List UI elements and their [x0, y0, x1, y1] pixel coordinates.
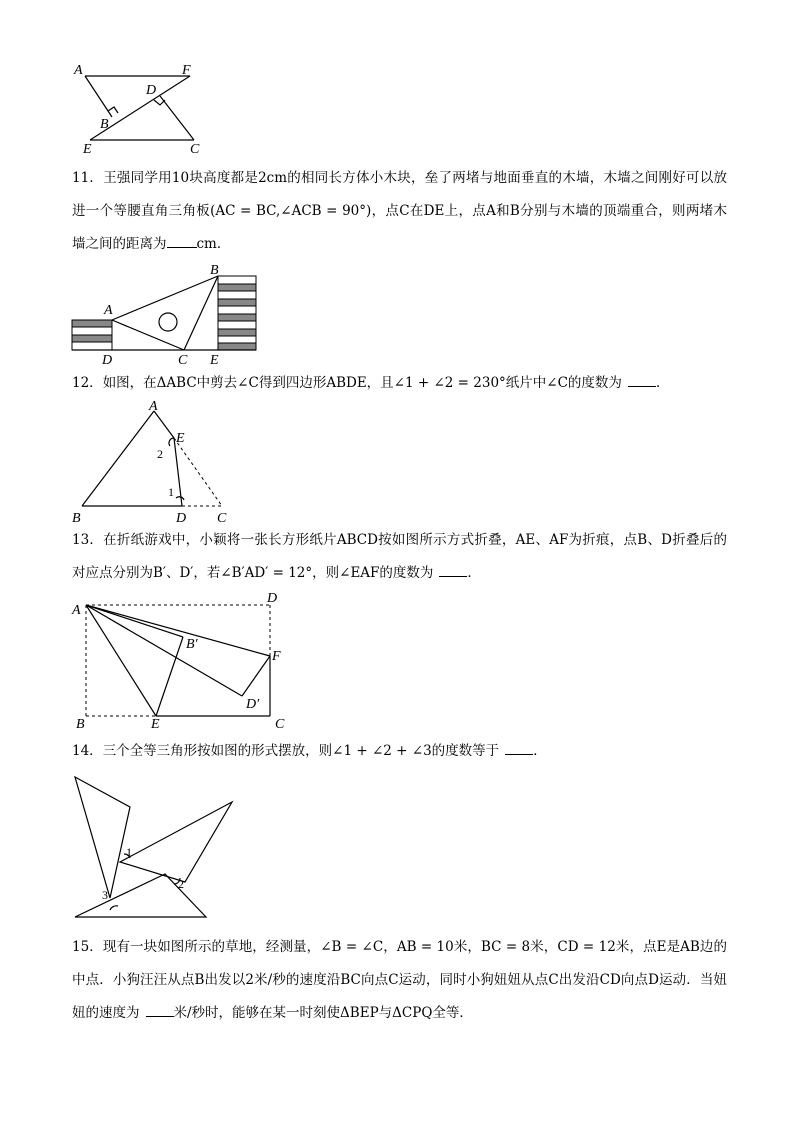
question-number: 14．	[72, 743, 103, 759]
figure-q14	[70, 772, 240, 922]
label-F: F	[272, 649, 281, 664]
label-D: D	[176, 511, 187, 526]
question-15-text: 15．现有一块如图所示的草地，经测量，∠B = ∠C，AB = 10米，BC = 8米，CD = 12米，点E是AB边的中点．小狗汪汪从点B出发以2米/秒的速度沿BC向点C运动，同时小狗妞妞从点C出发沿CD向点D运动．当妞妞的速度为 米/秒时，能够在某一时刻使ΔBEP与ΔCPQ全等．	[72, 939, 727, 1021]
question-14-text: 14．三个全等三角形按如图的形式摆放，则∠1 + ∠2 + ∠3的度数等于 ．	[72, 735, 727, 768]
label-B-prime: B′	[186, 637, 198, 652]
question-number: 15．	[72, 939, 103, 955]
angle-label-2: 2	[178, 877, 184, 891]
label-C: C	[178, 353, 188, 368]
label-D: D	[267, 591, 278, 606]
label-C: C	[190, 142, 200, 157]
label-B: B	[72, 511, 81, 526]
answer-blank[interactable]	[439, 562, 467, 577]
question-12	[72, 367, 727, 400]
angle-label-3: 3	[102, 888, 108, 902]
angle-label-1: 1	[126, 845, 132, 859]
label-C: C	[275, 717, 285, 732]
question-12-text: 12．如图，在ΔABC中剪去∠C得到四边形ABDE，且∠1 + ∠2 = 230°纸片中∠C的度数为 ．	[72, 367, 727, 400]
figure-q12	[70, 398, 240, 526]
label-E: E	[83, 142, 92, 157]
answer-blank[interactable]	[146, 1002, 174, 1017]
question-11	[72, 162, 727, 261]
question-13-text: 13．在折纸游戏中，小颖将一张长方形纸片ABCD按如图所示方式折叠，AE、AF为折痕，点B、D折叠后的对应点分别为B′、D′，若∠B′AD′ = 12°，则∠EAF的度数为 ．	[72, 532, 727, 581]
question-number: 11．	[72, 170, 104, 186]
label-A: A	[149, 399, 158, 414]
label-F: F	[182, 63, 191, 78]
label-D: D	[102, 353, 113, 368]
label-B: B	[76, 717, 85, 732]
question-13	[72, 524, 727, 590]
label-C: C	[217, 511, 227, 526]
label-A: A	[72, 603, 81, 618]
label-D: D	[146, 83, 157, 98]
label-A: A	[104, 303, 113, 318]
angle-label-2: 2	[157, 447, 163, 461]
answer-blank[interactable]	[167, 233, 197, 248]
figure-q11	[70, 262, 270, 370]
label-B: B	[100, 117, 109, 132]
figure-q10	[70, 60, 210, 160]
answer-blank[interactable]	[628, 372, 656, 387]
answer-blank[interactable]	[505, 740, 533, 755]
question-15	[72, 931, 727, 1030]
question-number: 13．	[72, 532, 104, 548]
question-11-text: 11．王强同学用10块高度都是2cm的相同长方体小木块，垒了两堵与地面垂直的木墙，木墙之间刚好可以放进一个等腰直角三角板(AC = BC,∠ACB = 90°)，点C在DE上，点A和B分别与木墙的顶端重合，则两堵木墙之间的距离为 cm．	[72, 170, 727, 252]
label-E: E	[151, 717, 160, 732]
label-A: A	[74, 63, 83, 78]
label-D-prime: D′	[246, 697, 260, 712]
figure-q13	[70, 588, 290, 733]
angle-label-1: 1	[168, 485, 174, 499]
question-14	[72, 735, 727, 768]
question-number: 12．	[72, 375, 103, 391]
label-E: E	[176, 431, 185, 446]
label-E: E	[210, 353, 219, 368]
label-B: B	[210, 263, 219, 278]
